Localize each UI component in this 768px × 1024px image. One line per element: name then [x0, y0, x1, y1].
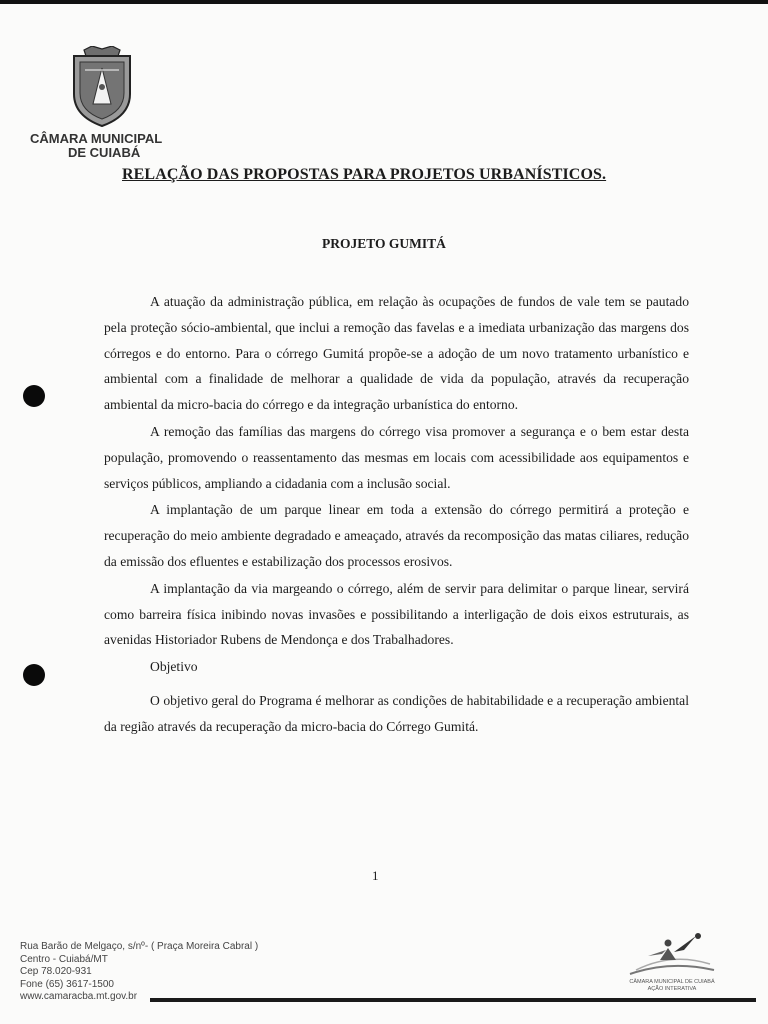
paragraph: A implantação da via margeando o córrego, além de servir para delimitar o parque linear, servirá como barreira física inibindo novas invasões e possibilitando a interligação de dois eixos estruturais, as avenidas Historiador Rubens de Mendonça e dos Trabalhadores. [104, 580, 689, 648]
phone-line: Fone (65) 3617-1500 [20, 978, 114, 990]
scan-top-edge [0, 0, 768, 4]
document-title: RELAÇÃO DAS PROPOSTAS PARA PROJETOS URBANÍSTICOS. [122, 166, 607, 183]
objective-heading: Objetivo [150, 659, 198, 675]
page-number: 1 [372, 868, 379, 883]
paragraph: A remoção das famílias das margens do córrego visa promover a segurança e o bem estar desta população, promovendo o reassentamento das mesmas em locais com acessibilidade aos equipamentos e serviços públicos, ampliando a cidadania com a inclusão social. [104, 423, 689, 491]
acao-interativa-logo-icon [626, 930, 716, 976]
address-line: Rua Barão de Melgaço, s/nº- ( Praça Moreira Cabral ) [20, 941, 259, 952]
objective-paragraph: O objetivo geral do Programa é melhorar as condições de habitabilidade e a recuperação ambiental da região através da recuperação da micro-bacia do Córrego Gumitá. [104, 692, 689, 734]
logo-caption-line2: AÇÃO INTERATIVA [647, 986, 697, 992]
paragraph: A implantação de um parque linear em toda a extensão do córrego permitirá a proteção e recuperação do meio ambiente degradado e ameaçado, através da recomposição das matas ciliares, redução da emissão dos efluentes e estabilização dos processos erosivos. [104, 502, 689, 569]
website-link[interactable]: www.camaracba.mt.gov.br [20, 991, 138, 1002]
institution-name-line2: DE CUIABÁ [68, 145, 141, 160]
document-body [104, 289, 689, 741]
coat-of-arms-icon [70, 46, 134, 128]
logo-caption [622, 979, 722, 993]
footer-divider [150, 998, 756, 1002]
footer-address [20, 941, 258, 1004]
address-line: Cep 78.020-931 [20, 966, 92, 977]
institution-name [30, 132, 210, 160]
punch-hole-top [23, 385, 45, 407]
logo-caption-line1: CÂMARA MUNICIPAL DE CUIABÁ [629, 979, 715, 985]
punch-hole-bottom [23, 664, 45, 686]
institution-name-line1: CÂMARA MUNICIPAL [30, 131, 163, 146]
address-line: Centro - Cuiabá/MT [20, 953, 108, 965]
paragraph: A atuação da administração pública, em relação às ocupações de fundos de vale tem se pautado pela proteção sócio-ambiental, que inclui a remoção das favelas e a imediata urbanização das margens dos córregos e do entorno. Para o córrego Gumitá propõe-se a adoção de um novo tratamento urbanístico e ambiental com a finalidade de melhorar a qualidade de vida da população, através da recuperação ambiental da micro-bacia do córrego e da integração urbanística do entorno. [104, 294, 689, 413]
project-title: PROJETO GUMITÁ [322, 236, 446, 251]
